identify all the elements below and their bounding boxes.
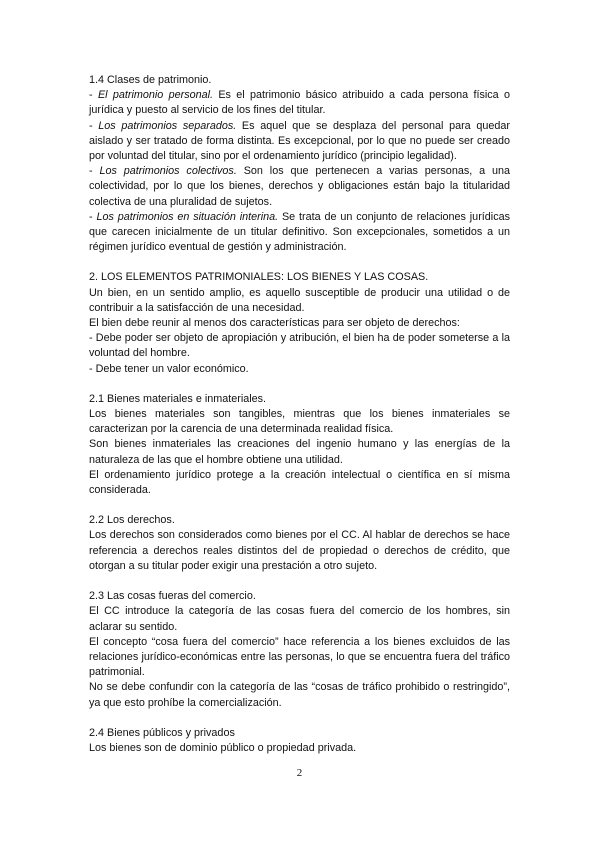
definition-text: Son los que pertenecen a varias personas, a una colectividad, por lo que los bienes, derechos y obligaciones están bajo la titularidad colectiva de una pluralidad de sujetos. bbox=[89, 165, 510, 208]
list-item: - Debe tener un valor económico. bbox=[89, 362, 249, 375]
spacer bbox=[89, 377, 510, 392]
paragraph: El bien debe reunir al menos dos características para ser objeto de derechos: bbox=[89, 317, 460, 330]
paragraph: Un bien, en un sentido amplio, es aquello susceptible de producir una utilidad o de contribuir a la satisfacción de una necesidad. bbox=[89, 286, 510, 314]
definition-text: Se trata de un conjunto de relaciones jurídicas que carecen inicialmente de un titular definitivo. Son excepcionales, sometidos a un régimen jurídico eventual de gestión y administración. bbox=[89, 210, 510, 254]
paragraph: El CC introduce la categoría de las cosas fuera del comercio de los hombres, sin aclarar su sentido. bbox=[89, 605, 510, 633]
list-item-patrimonios-separados bbox=[89, 119, 510, 165]
list-item: - Debe poder ser objeto de apropiación y atribución, el bien ha de poder someterse a la voluntad del hombre. bbox=[89, 332, 510, 360]
heading-2: 2. LOS ELEMENTOS PATRIMONIALES: LOS BIENES Y LAS COSAS. bbox=[89, 271, 429, 284]
spacer bbox=[89, 574, 510, 589]
spacer bbox=[89, 255, 510, 270]
list-item-patrimonios-colectivos bbox=[89, 164, 510, 210]
paragraph: Los bienes son de dominio público o propiedad privada. bbox=[89, 741, 357, 754]
page-number: 2 bbox=[296, 767, 303, 779]
definition-text: Es el patrimonio básico atribuido a cada persona física o jurídica y puesto al servicio de los fines del titular. bbox=[89, 89, 510, 117]
list-dash: - bbox=[89, 89, 98, 102]
heading-2-4: 2.4 Bienes públicos y privados bbox=[89, 726, 235, 739]
paragraph: Son bienes inmateriales las creaciones del ingenio humano y las energías de la naturaleza de las que el hombre obtiene una utilidad. bbox=[89, 438, 510, 466]
definition-text: Es aquel que se desplaza del personal para quedar aislado y ser tratado de forma distinta. Es excepcional, por lo que no puede ser creado por voluntad del titular, sino por el ordenamiento jurídico (principio legalidad). bbox=[89, 119, 510, 163]
heading-2-2: 2.2 Los derechos. bbox=[89, 514, 175, 527]
paragraph: No se debe confundir con la categoría de las “cosas de tráfico prohibido o restringido”, ya que esto prohíbe la comercialización. bbox=[89, 681, 510, 709]
heading-2-3: 2.3 Las cosas fueras del comercio. bbox=[89, 590, 256, 603]
spacer bbox=[89, 711, 510, 726]
spacer bbox=[89, 498, 510, 513]
term-patrimonios-separados: Los patrimonios separados. bbox=[98, 119, 237, 132]
page-body bbox=[89, 73, 510, 756]
paragraph: El concepto “cosa fuera del comercio” hace referencia a los bienes excluidos de las relaciones jurídico-económicas entre las personas, lo que se encuentra fuera del tráfico patrimonial. bbox=[89, 635, 510, 679]
paragraph: El ordenamiento jurídico protege a la creación intelectual o científica en sí misma considerada. bbox=[89, 468, 510, 497]
term-patrimonios-interina: Los patrimonios en situación interina. bbox=[96, 210, 279, 223]
paragraph: Los bienes materiales son tangibles, mientras que los bienes inmateriales se caracterizan por la carencia de una determinada realidad física. bbox=[89, 408, 510, 436]
heading-1-4: 1.4 Clases de patrimonio. bbox=[89, 74, 212, 86]
list-dash: - bbox=[89, 165, 100, 178]
list-dash: - bbox=[89, 210, 97, 223]
list-item-patrimonios-interina bbox=[89, 210, 510, 256]
term-patrimonios-colectivos: Los patrimonios colectivos. bbox=[99, 165, 237, 178]
term-patrimonio-personal: El patrimonio personal. bbox=[97, 89, 214, 102]
list-item-patrimonio-personal bbox=[89, 88, 510, 118]
paragraph: Los derechos son considerados como bienes por el CC. Al hablar de derechos se hace referencia a derechos reales distintos del de propiedad o derechos de crédito, que otorgan a su titular poder exigir una prestación a otro sujeto. bbox=[89, 529, 510, 572]
list-dash: - bbox=[89, 119, 99, 132]
heading-2-1: 2.1 Bienes materiales e inmateriales. bbox=[89, 392, 267, 405]
